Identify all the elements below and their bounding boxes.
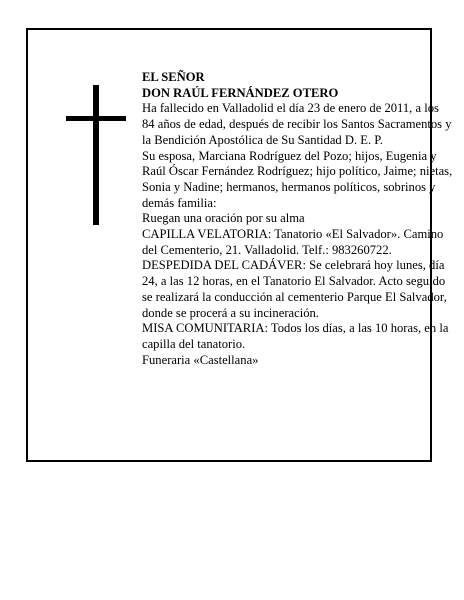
obituary-text bbox=[142, 70, 454, 368]
wake-chapel-info: CAPILLA VELATORIA: Tanatorio «El Salvador». Camino del Cementerio, 21. Valladolid. Telf.: 983260722. bbox=[142, 227, 444, 257]
title-line-1: EL SEÑOR bbox=[142, 70, 205, 84]
obituary-frame bbox=[26, 28, 453, 462]
farewell-info: DESPEDIDA DEL CADÁVER: Se celebrará hoy lunes, día 24, a las 12 horas, en el Tanatorio El Salvador. Acto seguido se realizará la conducción al cementerio Parque El Salvador, donde se procerá a su incineración. bbox=[142, 258, 447, 320]
deceased-name: DON RAÚL FERNÁNDEZ OTERO bbox=[142, 85, 339, 100]
death-announcement: Ha fallecido en Valladolid el día 23 de enero de 2011, a los 84 años de edad, después de recibir los Santos Sacramentos y la Bendición Apostólica de Su Santidad D. E. P. bbox=[142, 101, 452, 147]
prayer-request: Ruegan una oración por su alma bbox=[142, 211, 305, 226]
family-list: Su esposa, Marciana Rodríguez del Pozo; hijos, Eugenia y Raúl Óscar Fernández Rodríguez; hijo político, Jaime; nietas, Sonia y Nadine; hermanos, hermanos políticos, sobrinos y demás familia: bbox=[142, 148, 453, 210]
cross-horizontal-bar bbox=[66, 116, 126, 121]
cross-vertical-bar bbox=[93, 85, 99, 225]
mass-info: MISA COMUNITARIA: Todos los días, a las 10 horas, en la capilla del tanatorio. bbox=[142, 321, 449, 351]
funeral-home: Funeraria «Castellana» bbox=[142, 352, 259, 367]
